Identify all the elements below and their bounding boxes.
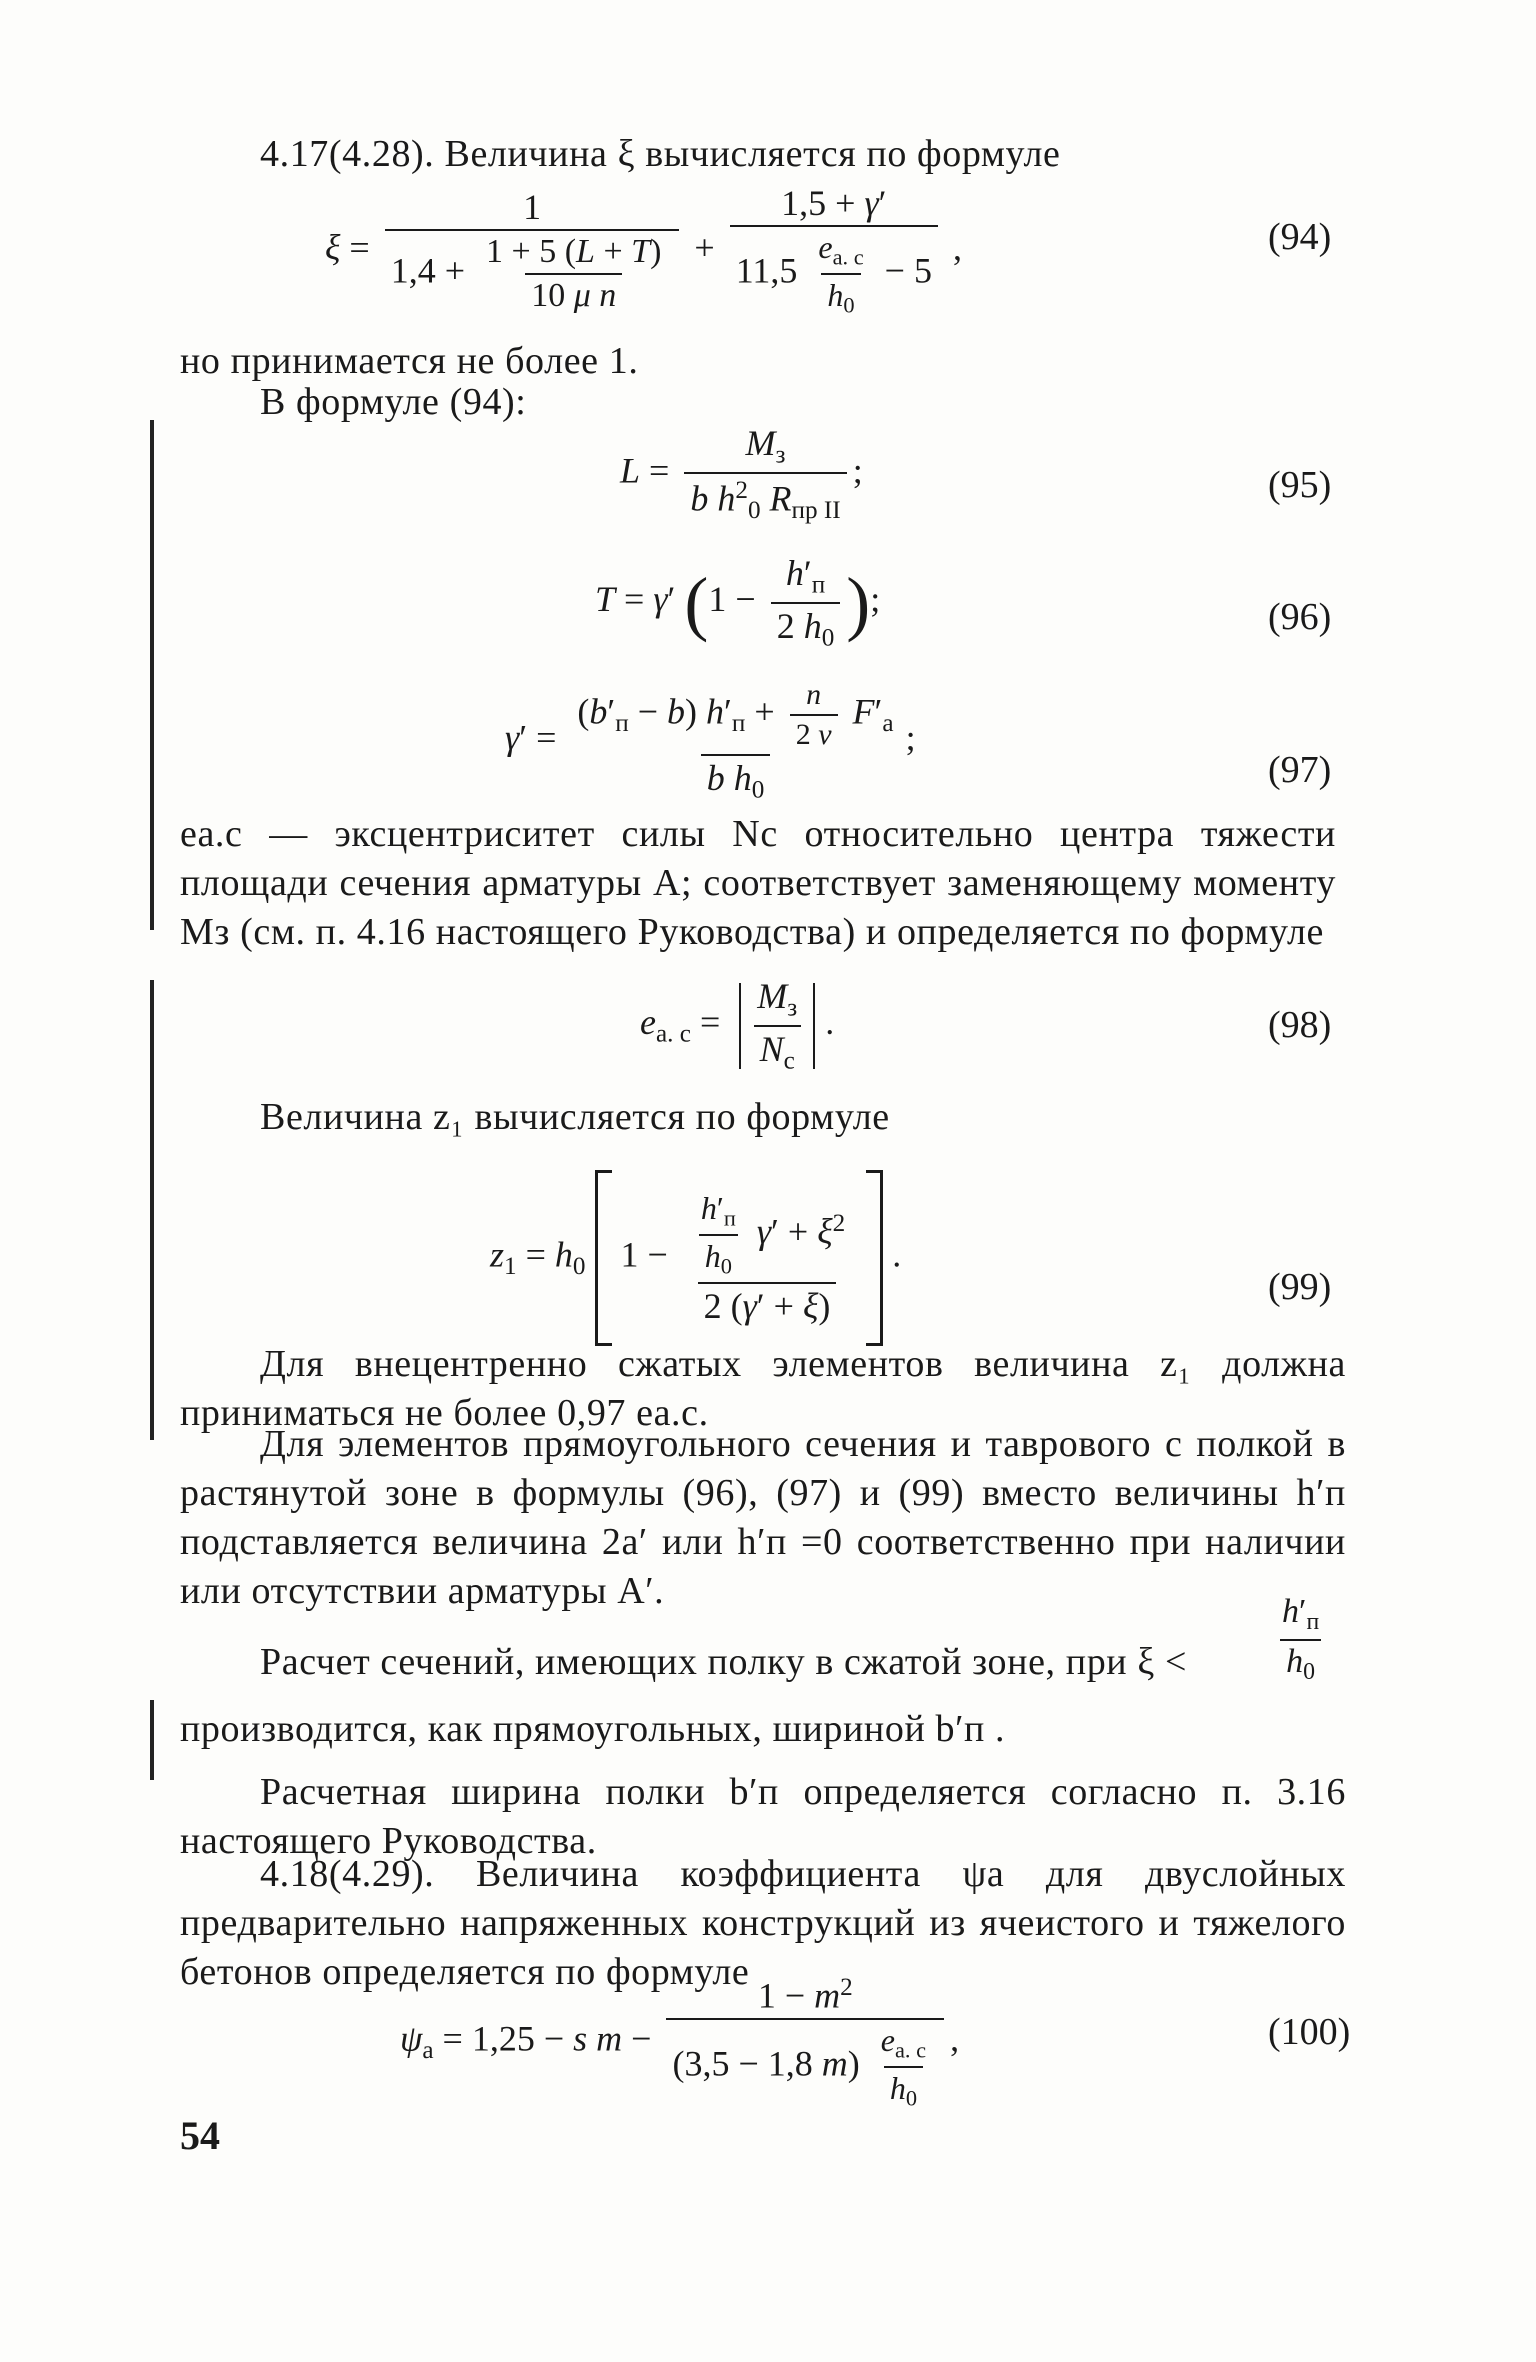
page-number: 54: [180, 2113, 220, 2158]
formula-100: $\psi_а = 1,25 - s$ m − $1 - m^2$ (3,5 − 1,8 m) $\frac{e_{а. с}}{h_0}$ ,: [400, 1974, 960, 2111]
equation-number-98: (98): [1268, 1004, 1332, 1046]
paragraph-in-formula: В формуле (94):: [260, 381, 527, 423]
paragraph-rectangular-width: производится, как прямоугольных, шириной b′п .: [180, 1708, 1006, 1750]
formula-94: ξ = 1 1,4 + $\frac{1 + 5 (L + T)}{\text{10 μ n}}$ + 1,5 + γ′ 11,5 $\frac{e_{а. с}}{h_0}$ − 5 ,: [325, 183, 962, 318]
paragraph-eccentricity: eа.с — эксцентриситет силы Nс относительно центра тяжести площади сечения арматуры A; соответствует заменяющему моменту Mз (см. п. 4.16 настоящего Руководства) и определяется по формуле: [180, 813, 1336, 953]
paragraph-limit: но принимается не более 1.: [180, 340, 639, 382]
paragraph-4-18: 4.18(4.29). Величина коэффициента ψа для двуслойных предварительно напряженных конструкций из ячеистого и тяжелого бетонов определяется по формуле: [180, 1853, 1346, 1993]
formula-97: γ′ = $(b'_п - b) h'_п$ + $\frac{n}{2 \nu}$ $F'_а$ b $h_0$ ;: [505, 678, 916, 804]
paragraph-limit-z1: Для внецентренно сжатых элементов величина z₁ должна приниматься не более 0,97 eа.с.: [180, 1343, 1346, 1434]
paragraph-4-17: 4.17(4.28). Величина ξ вычисляется по формуле: [260, 133, 1061, 175]
formula-98: $e_{а. с}$ = $\frac{M_з}{N_с}$ .: [640, 976, 835, 1075]
paragraph-compressed-flange: Расчет сечений, имеющих полку в сжатой зоне, при ξ <: [260, 1641, 1188, 1683]
flange-ratio: $\frac{h'_п}{h_0}$: [1282, 1593, 1320, 1686]
margin-bar: [150, 980, 154, 1440]
margin-bar: [150, 420, 154, 930]
equation-number-96: (96): [1268, 596, 1332, 638]
equation-number-99: (99): [1268, 1266, 1332, 1308]
formula-99: $z_1 = h_0$ 1 − $\frac{h'_п}{h_0}$ $\gamma' + \xi^2$ 2 (γ′ + ξ) .: [490, 1170, 901, 1346]
paragraph-rectangular: Для элементов прямоугольного сечения и таврового с полкой в растянутой зоне в формулы (96), (97) и (99) вместо величины h′п подставляется величина 2a′ или h′п =0 соответственно при наличии или отсутствии арматуры A′.: [180, 1423, 1346, 1612]
formula-96: T = γ′ (1 − $\frac{h'_п}{2 h_0}$ );: [595, 553, 881, 652]
formula-95: L = $\frac{M_з}{b h^2_0 R_{пр II}}$ ;: [620, 423, 863, 524]
equation-number-94: (94): [1268, 216, 1332, 258]
equation-number-95: (95): [1268, 464, 1332, 506]
margin-bar: [150, 1700, 154, 1780]
paragraph-z1: Величина z₁ вычисляется по формуле: [260, 1096, 890, 1138]
equation-number-97: (97): [1268, 749, 1332, 791]
paragraph-design-width: Расчетная ширина полки b′п определяется согласно п. 3.16 настоящего Руководства.: [180, 1771, 1346, 1862]
equation-number-100: (100): [1268, 2011, 1351, 2053]
